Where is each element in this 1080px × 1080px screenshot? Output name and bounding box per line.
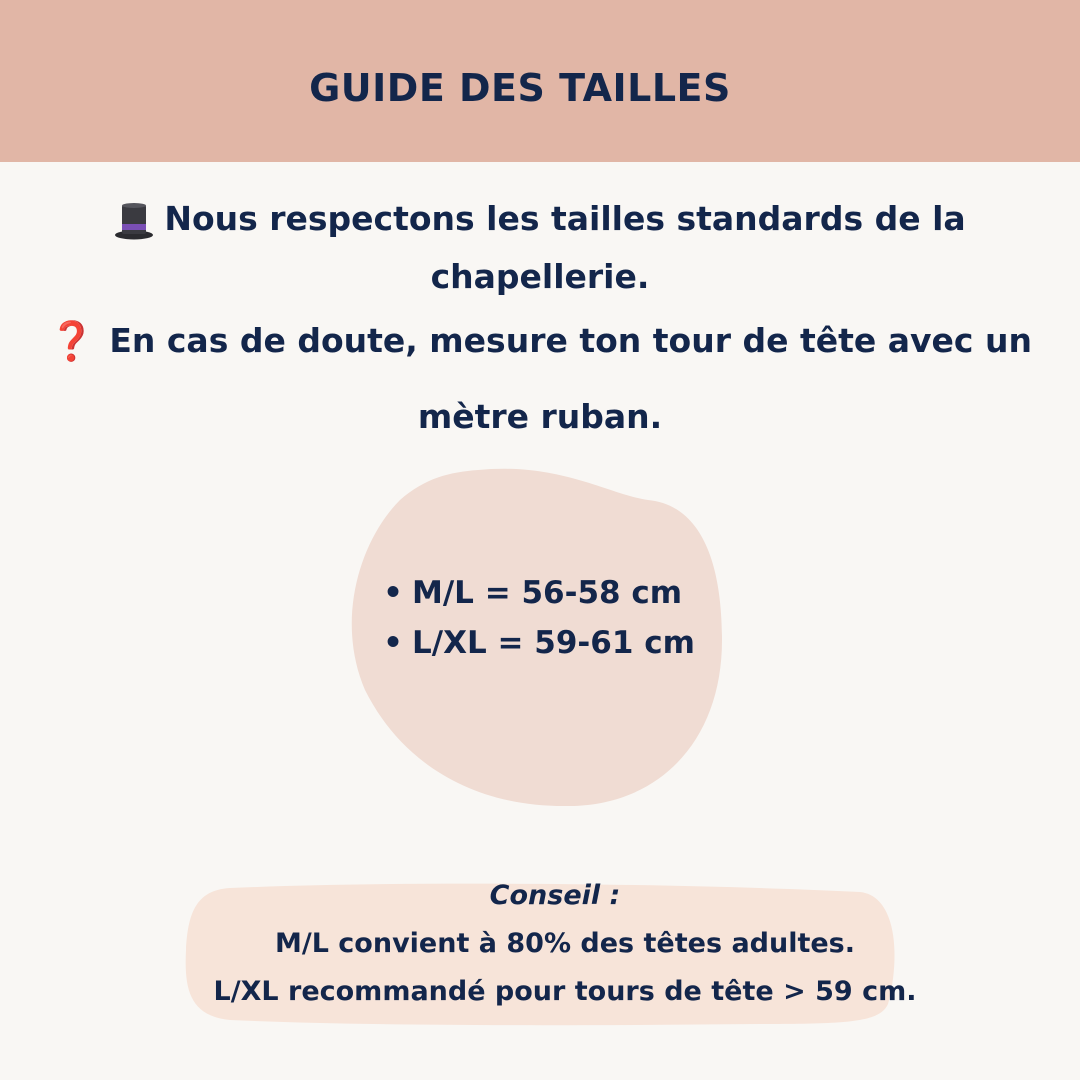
bullet: • — [383, 575, 403, 611]
size-text: M/L = 56-58 cm — [412, 575, 683, 611]
intro-line-4: mètre ruban. — [417, 397, 663, 436]
intro-text-1: Nous respectons les tailles standards de la — [164, 199, 966, 238]
question-mark-icon: ❓ — [48, 319, 96, 363]
size-text: L/XL = 59-61 cm — [412, 625, 695, 661]
intro-line-2: chapellerie. — [430, 257, 650, 296]
size-list — [380, 568, 720, 668]
tip-line-2: L/XL recommandé pour tours de tête > 59 cm. — [213, 976, 917, 1007]
size-item-ml — [380, 568, 720, 618]
tip-title: Conseil : — [489, 880, 621, 911]
size-item-lxl — [380, 618, 720, 668]
tip-line-1: M/L convient à 80% des têtes adultes. — [274, 928, 856, 959]
bullet: • — [383, 625, 403, 661]
page-title: GUIDE DES TAILLES — [309, 66, 731, 110]
intro-text-3: En cas de doute, mesure ton tour de tête avec un — [109, 321, 1032, 360]
